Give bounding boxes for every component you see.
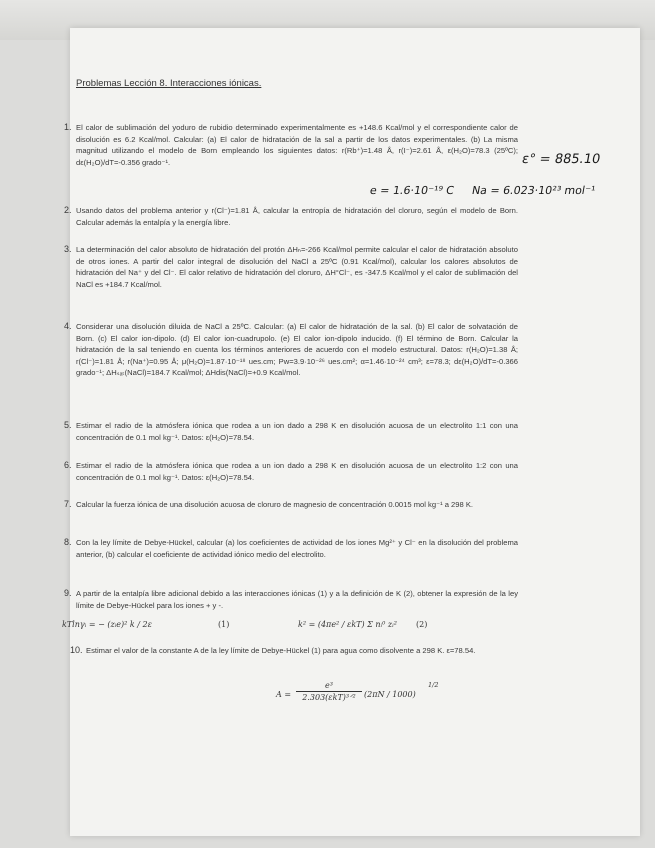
problem-number: 6.: [64, 460, 72, 470]
equation-1-label: (1): [218, 620, 230, 629]
problem-text: Estimar el valor de la constante A de la ley límite de Debye-Hückel (1) para agua como disolvente a 298 K. ε=78.54.: [86, 646, 476, 655]
problem-text: La determinación del calor absoluto de hidratación del protón ΔHₕ=-266 Kcal/mol permite calcular el calor de hidratación absoluto de otros iones. A partir del calor integral de disolución del NaCl a 25ºC (0.91 Kcal/mol), calcular los calores absolutos de hidratación del Na⁺ y del Cl⁻. El calor relativo de hidratación del cloruro, ΔH°Cl⁻, es -347.5 Kcal/mol y el calor de sublimación del NaCl es +184.7 Kcal/mol.: [76, 245, 518, 289]
equation-3-exponent: 1/2: [428, 681, 439, 689]
problem-2: [64, 205, 518, 228]
equation-2-label: (2): [416, 620, 428, 629]
handwritten-epsilon: ε° = 885.10: [520, 152, 602, 167]
problem-number: 1.: [64, 122, 72, 132]
problem-text: Estimar el radio de la atmósfera iónica que rodea a un ion dado a 298 K en disolución acuosa de un electrolito 1:2 con una concentración de 0.1 mol kg⁻¹. Datos: ε(H₂O)=78.54.: [76, 461, 518, 482]
problem-1: [64, 122, 518, 168]
problem-8: [64, 537, 518, 560]
equation-3-lhs: A =: [276, 690, 292, 699]
problem-number: 4.: [64, 321, 72, 331]
equation-3-paren: (2πN / 1000): [364, 690, 416, 699]
equation-3-fraction: [296, 681, 362, 702]
problem-number: 10.: [70, 645, 83, 655]
problem-text: Calcular la fuerza iónica de una disolución acuosa de cloruro de magnesio de concentración 0.0015 mol kg⁻¹ a 298 K.: [76, 500, 474, 509]
problem-5: [64, 420, 518, 443]
problem-6: [64, 460, 518, 483]
problem-text: Usando datos del problema anterior y r(Cl⁻)=1.81 Å, calcular la entropía de hidratación del cloruro, según el modelo de Born. Calcular además la entalpía y la energía libre.: [76, 206, 518, 227]
problem-text: Considerar una disolución diluida de NaCl a 25ºC. Calcular: (a) El calor de hidratación de la sal. (b) El calor de solvatación de Born. (c) El calor ion-dipolo. (d) El calor ion-cuadrupolo. (e) El calor ion-dipolo inducido. (f) El término de Born. Calcular la hidratación de la sal teniendo en cuenta los términos anteriores de acuerdo con el modelo estructural. Datos: r(H₂O)=1.38 Å; r(Cl⁻)=1.81 Å; r(Na⁺)=0.95 Å; μ(H₂O)=1.87·10⁻¹⁸ ues.cm; Pw=3.9·10⁻²⁶ ues.cm²; α=1.46·10⁻²⁴ cm³; ε=78.3; dε(H₂O)/dT=-0.366 grado⁻¹; ΔHₛₐₜ(NaCl)=184.7 Kcal/mol; ΔHdis(NaCl)=+0.9 Kcal/mol.: [76, 322, 518, 378]
equation-3-numerator: e³: [325, 681, 333, 690]
problem-3: [64, 244, 518, 290]
handwritten-charge: e = 1.6·10⁻¹⁹ C: [368, 184, 455, 197]
page-title: Problemas Lección 8. Interacciones iónicas.: [76, 78, 262, 89]
equation-1: kTlnγᵢ = − (zᵢe)² k / 2ε: [62, 620, 152, 629]
problem-number: 2.: [64, 205, 72, 215]
problem-text: A partir de la entalpía libre adicional debido a las interacciones iónicas (1) y a la definición de K (2), obtener la expresión de la ley límite de Debye-Hückel para los iones + y -.: [76, 589, 518, 610]
problem-number: 8.: [64, 537, 72, 547]
problem-7: [64, 499, 518, 511]
equation-2: k² = (4πe² / εkT) Σ nᵢ⁰ zᵢ²: [298, 620, 397, 629]
problem-number: 5.: [64, 420, 72, 430]
problem-10: [70, 645, 518, 657]
problem-number: 3.: [64, 244, 72, 254]
problem-text: El calor de sublimación del yoduro de rubidio determinado experimentalmente es +148.6 Kcal/mol y el correspondiente calor de disolución es 6.2 Kcal/mol. Calcular: (a) El calor de hidratación de la sal a partir de los datos experimentales. (b) La misma magnitud utilizando el modelo de Born empleando los siguientes datos: r(Rb⁺)=1.48 Å, r(I⁻)=2.61 Å, ε(H₂O)=78.3 (25ºC); dε(H₂O)/dT=-0.356 grado⁻¹.: [76, 123, 518, 167]
problem-text: Estimar el radio de la atmósfera iónica que rodea a un ion dado a 298 K en disolución acuosa de un electrolito 1:1 con una concentración de 0.1 mol kg⁻¹. Datos: ε(H₂O)=78.54.: [76, 421, 518, 442]
fraction-bar: [296, 691, 362, 692]
problem-4: [64, 321, 518, 379]
handwritten-avogadro: Na = 6.023·10²³ mol⁻¹: [470, 184, 597, 197]
problem-9: [64, 588, 518, 611]
problem-text: Con la ley límite de Debye-Hückel, calcular (a) los coeficientes de actividad de los iones Mg²⁺ y Cl⁻ en la disolución del problema anterior, (b) calcular el coeficiente de actividad iónico medio del electrolito.: [76, 538, 518, 559]
problem-number: 7.: [64, 499, 72, 509]
equation-3-denominator: 2.303(εkT)³ᐟ²: [302, 693, 356, 702]
problem-number: 9.: [64, 588, 72, 598]
